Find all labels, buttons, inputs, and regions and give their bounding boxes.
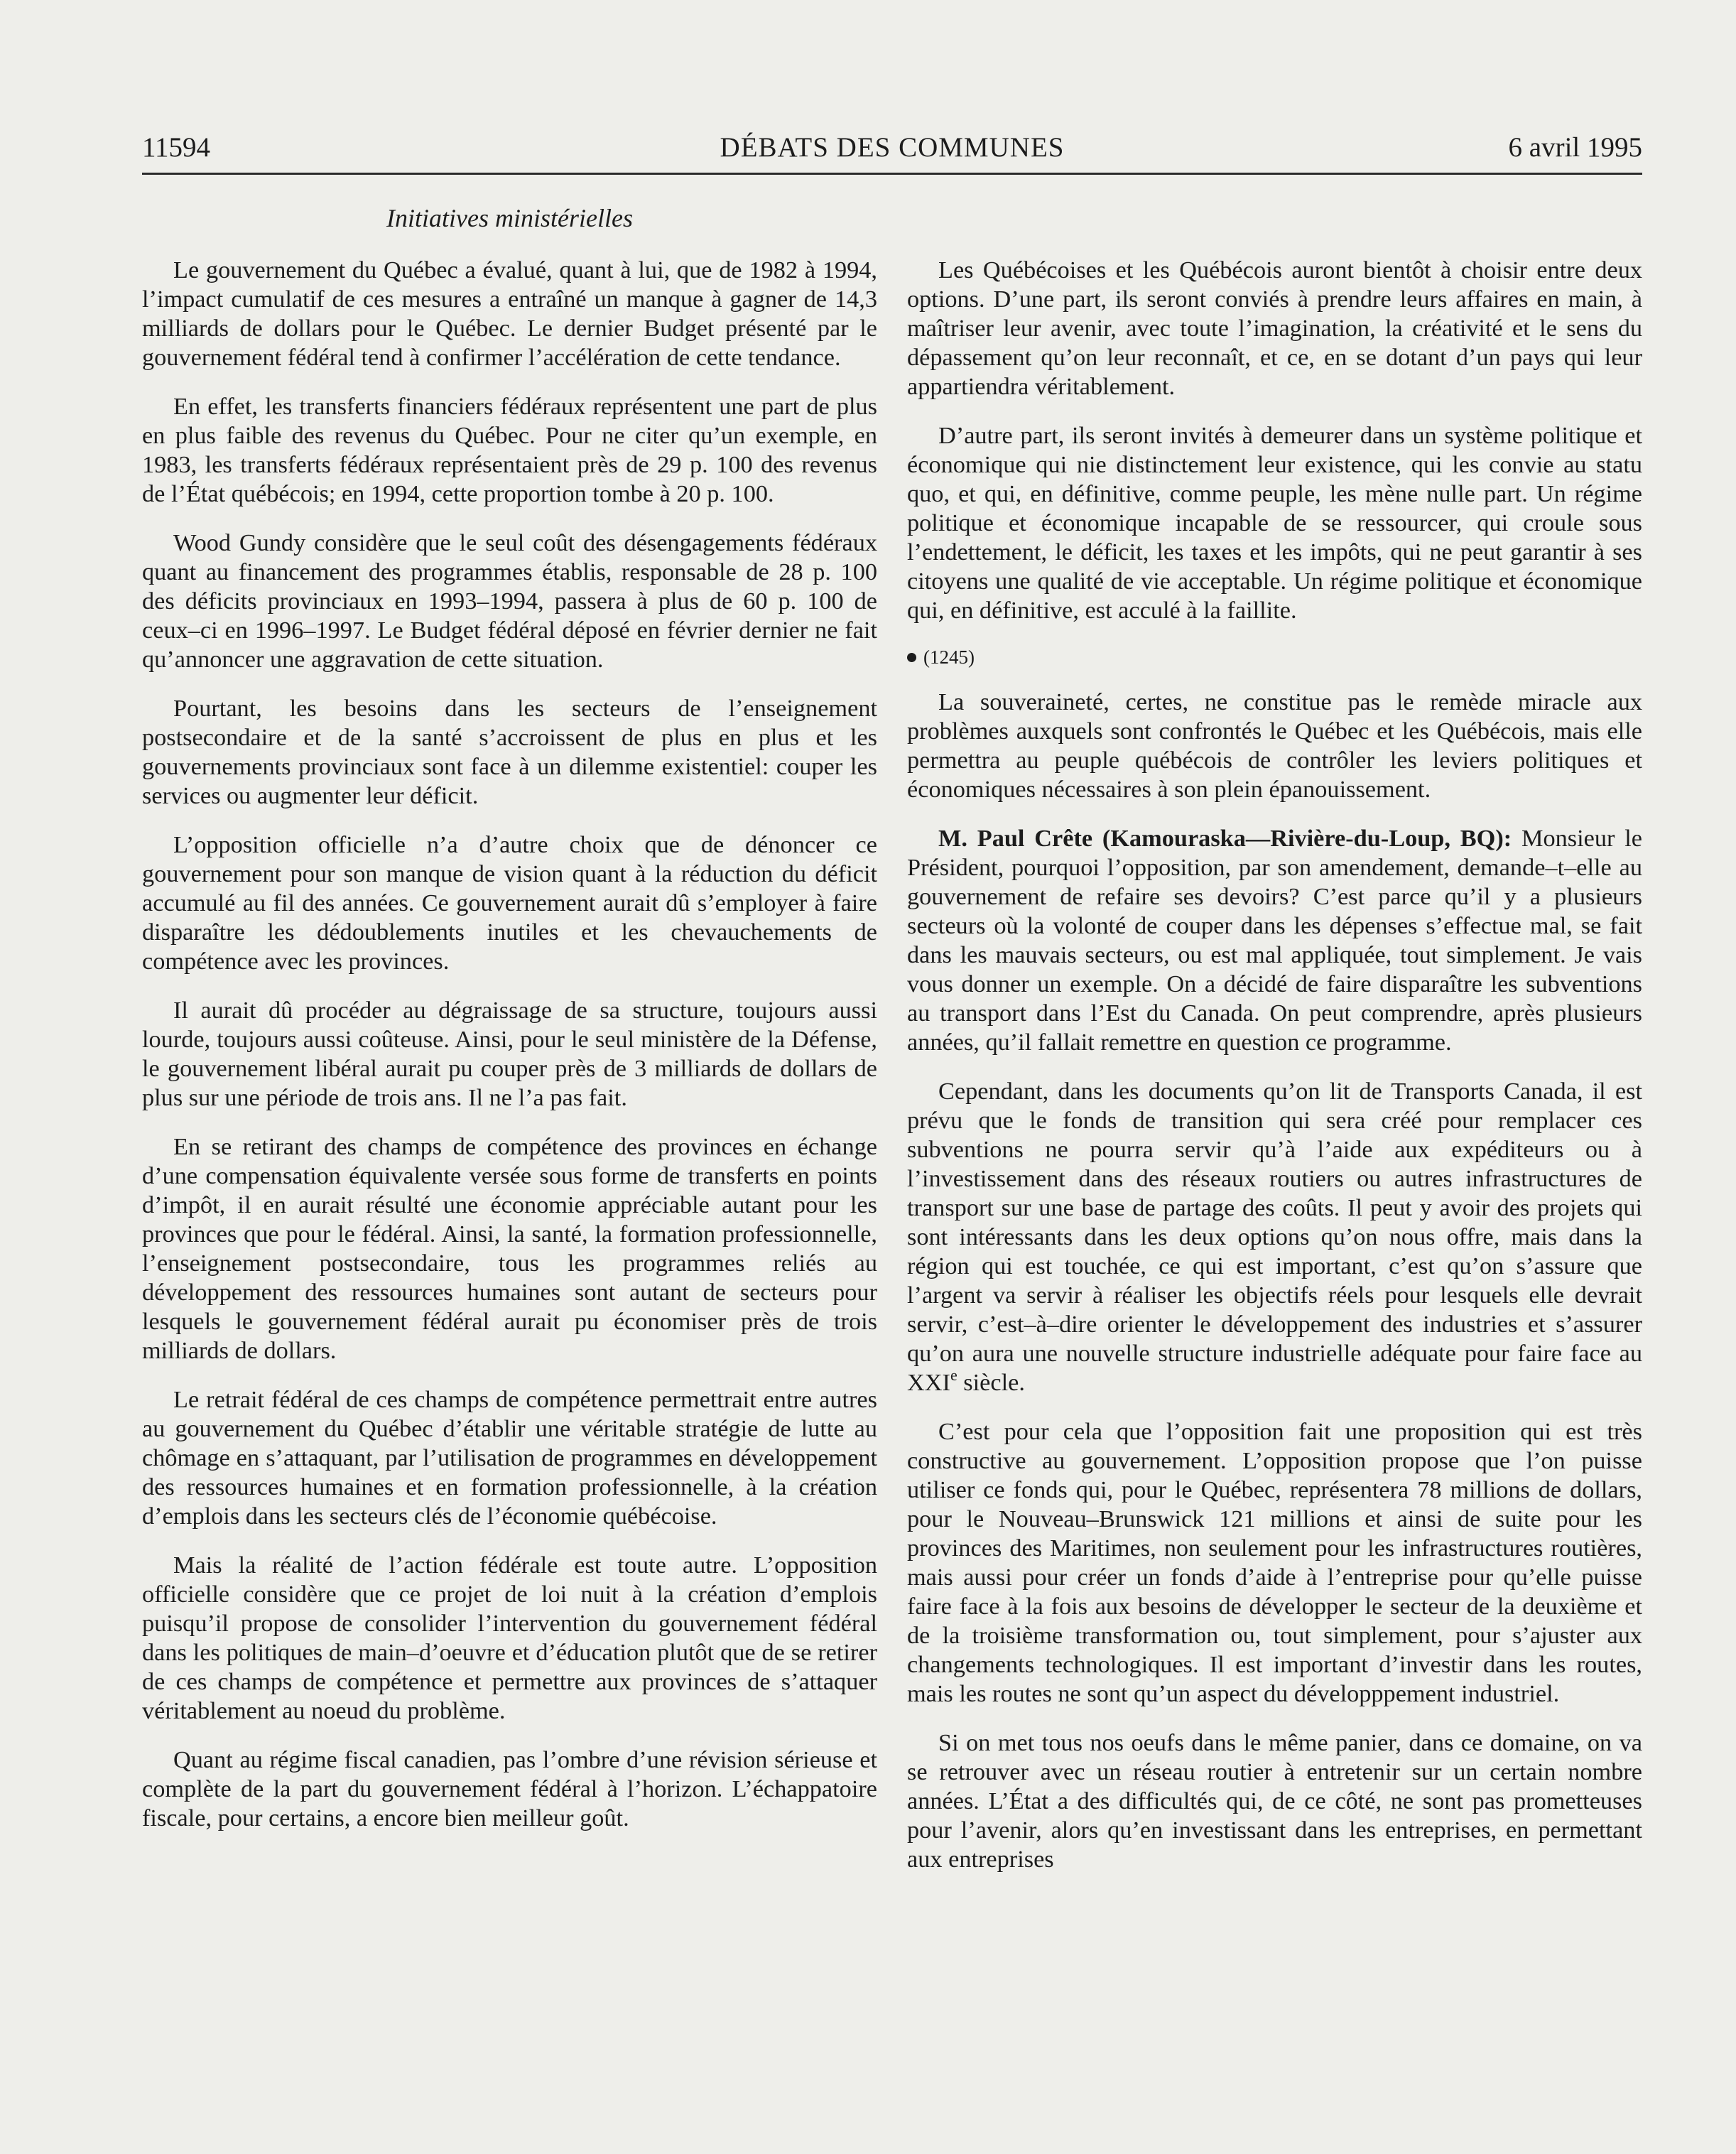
speech-text: Monsieur le Président, pourquoi l’opposition, par son amendement, demande–t–elle au gouvernement de refaire ses devoirs? C’est parce qu’il y a plusieurs secteurs où la volonté de couper dans les dépenses s’effectue mal, se fait dans les mauvais secteurs, ou est mal appliquée, tout simplement. Je vais vous donner un exemple. On a décidé de faire disparaître les subventions au transport dans l’Est du Canada. On peut comprendre, après plusieurs années, qu’il fallait remettre en question ce programme. [907,825,1642,1056]
paragraph: La souveraineté, certes, ne constitue pas le remède miracle aux problèmes auxquels sont confrontés le Québec et les Québécois, mais elle permettra au peuple québécois de contrôler les leviers politiques et économiques nécessaires à son plein épanouissement. [907,688,1642,803]
paragraph: Mais la réalité de l’action fédérale est toute autre. L’opposition officielle considère que ce projet de loi nuit à la création d’emplois puisqu’il propose de consolider l’intervention du gouvernement fédéral dans les politiques de main–d’oeuvre et d’éducation plutôt que de se retirer de ces champs de compétence et permettre aux provinces de s’attaquer véritablement au noeud du problème. [142,1552,877,1724]
speech-paragraph [907,824,1642,1057]
superscript: e [950,1366,957,1384]
timestamp-text: (1245) [923,646,975,668]
paragraph: Les Québécoises et les Québécois auront bientôt à choisir entre deux options. D’une part, ils seront conviés à prendre leurs affaires en main, à maîtriser leur avenir, avec toute l’imagination, la créativité et le sens du dépassement qu’on leur reconnaît, et ce, en se dotant d’un pays qui leur appartiendra véritablement. [907,256,1642,400]
publication-title: DÉBATS DES COMMUNES [720,132,1065,163]
paragraph: Le retrait fédéral de ces champs de compétence permettrait entre autres au gouvernement du Québec d’établir une véritable stratégie de lutte au chômage en s’attaquant, par l’utilisation de programmes en développement des ressources humaines et en formation professionnelle, à la création d’emplois dans les secteurs clés de l’économie québécoise. [142,1386,877,1530]
paragraph: C’est pour cela que l’opposition fait une proposition qui est très constructive au gouvernement. L’opposition propose que l’on puisse utiliser ce fonds qui, pour le Québec, représentera 78 millions de dollars, pour le Nouveau–Brunswick 121 millions et ainsi de suite pour les provinces des Maritimes, non seulement pour les infrastructures routières, mais aussi pour créer un fonds d’aide à l’entreprise pour qu’elle puisse faire face à la fois aux besoins de développer le secteur de la deuxième et de la troisième transformation ou, tout simplement, pour s’ajuster aux changements technologiques. Il est important d’investir dans les routes, mais les routes ne sont qu’un aspect du développpement industriel. [907,1418,1642,1707]
paragraph: Pourtant, les besoins dans les secteurs de l’enseignement postsecondaire et de la santé s’accroissent de plus en plus et les gouvernements provinciaux sont face à un dilemme existentiel: couper les services ou augmenter leur déficit. [142,695,877,809]
left-column [142,256,877,1853]
paragraph [907,1077,1642,1397]
running-header [142,126,1642,169]
paragraph: Wood Gundy considère que le seul coût des désengagements fédéraux quant au financement des programmes établis, responsable de 28 p. 100 des déficits provinciaux en 1993–1994, passera à plus de 60 p. 100 de ceux–ci en 1996–1997. Le Budget fédéral déposé en février dernier ne fait qu’annoncer une aggravation de cette situation. [142,529,877,673]
section-title: Initiatives ministérielles [386,204,633,232]
paragraph: En effet, les transferts financiers fédéraux représentent une part de plus en plus faible des revenus du Québec. Pour ne citer qu’un exemple, en 1983, les transferts fédéraux représentaient près de 29 p. 100 des revenus de l’État québécois; en 1994, cette proportion tombe à 20 p. 100. [142,393,877,507]
bullet-icon [907,653,916,662]
publication-date: 6 avril 1995 [1508,132,1642,163]
page-number: 11594 [142,132,211,163]
paragraph: L’opposition officielle n’a d’autre choix que de dénoncer ce gouvernement pour son manque de vision quant à la réduction du déficit accumulé au fil des années. Ce gouvernement aurait dû s’employer à faire disparaître les dédoublements inutiles et les chevauchements de compétence avec les provinces. [142,831,877,975]
speaker-name: M. Paul Crête (Kamouraska—Rivière-du-Loup, BQ): [938,825,1512,852]
paragraph-text: Cependant, dans les documents qu’on lit de Transports Canada, il est prévu que le fonds de transition qui sera créé pour remplacer ces subventions ne pourra servir qu’à l’aide aux expéditeurs ou à l’investissement dans des réseaux routiers ou autres infrastructures de transport sur une base de partage des coûts. Il peut y avoir des projets qui sont intéressants dans les deux options qu’on nous offre, mais dans la région qui est touchée, ce qui est important, c’est qu’on s’assure que l’argent va servir à réaliser les objectifs réels pour lesquels elle devrait servir, c’est–à–dire orienter le développement des industries et s’assurer qu’on aura une nouvelle structure industrielle adéquate pour faire face au XXI [907,1078,1642,1396]
paragraph: Si on met tous nos oeufs dans le même panier, dans ce domaine, on va se retrouver avec un réseau routier à entretenir sur un certain nombre années. L’État a des difficultés qui, de ce côté, ne sont pas prometteuses pour l’avenir, alors qu’en investissant dans les entreprises, en permettant aux entreprises [907,1729,1642,1873]
paragraph-text: siècle. [957,1369,1025,1396]
paragraph: Il aurait dû procéder au dégraissage de sa structure, toujours aussi lourde, toujours aussi coûteuse. Ainsi, pour le seul ministère de la Défense, le gouvernement libéral aurait pu couper près de 3 milliards de dollars de plus sur une période de trois ans. Il ne l’a pas fait. [142,997,877,1111]
header-rule [142,173,1642,175]
paragraph: Le gouvernement du Québec a évalué, quant à lui, que de 1982 à 1994, l’impact cumulatif de ces mesures a entraîné un manque à gagner de 14,3 milliards de dollars pour le Québec. Le dernier Budget présenté par le gouvernement fédéral tend à confirmer l’accélération de cette tendance. [142,256,877,371]
paragraph: Quant au régime fiscal canadien, pas l’ombre d’une révision sérieuse et complète de la part du gouvernement fédéral à l’horizon. L’échappatoire fiscale, pour certains, a encore bien meilleur goût. [142,1746,877,1831]
paragraph: D’autre part, ils seront invités à demeurer dans un système politique et économique qui nie distinctement leur existence, qui les convie au statu quo, et qui, en définitive, comme peuple, les mène nulle part. Un régime politique et économique incapable de se ressourcer, qui croule sous l’endettement, le déficit, les taxes et les impôts, qui ne peut garantir à ses citoyens une qualité de vie acceptable. Un régime politique et économique qui, en définitive, est acculé à la faillite. [907,422,1642,624]
right-column [907,256,1642,1894]
timestamp-marker [907,645,1642,669]
paragraph: En se retirant des champs de compétence des provinces en échange d’une compensation équivalente versée sous forme de transferts en points d’impôt, il en aurait résulté une économie appréciable autant pour les provinces que pour le fédéral. Ainsi, la santé, la formation professionnelle, l’enseignement postsecondaire, tous les programmes reliés au développement des ressources humaines sont autant de secteurs pour lesquels le gouvernement fédéral aurait pu économiser près de trois milliards de dollars. [142,1133,877,1364]
